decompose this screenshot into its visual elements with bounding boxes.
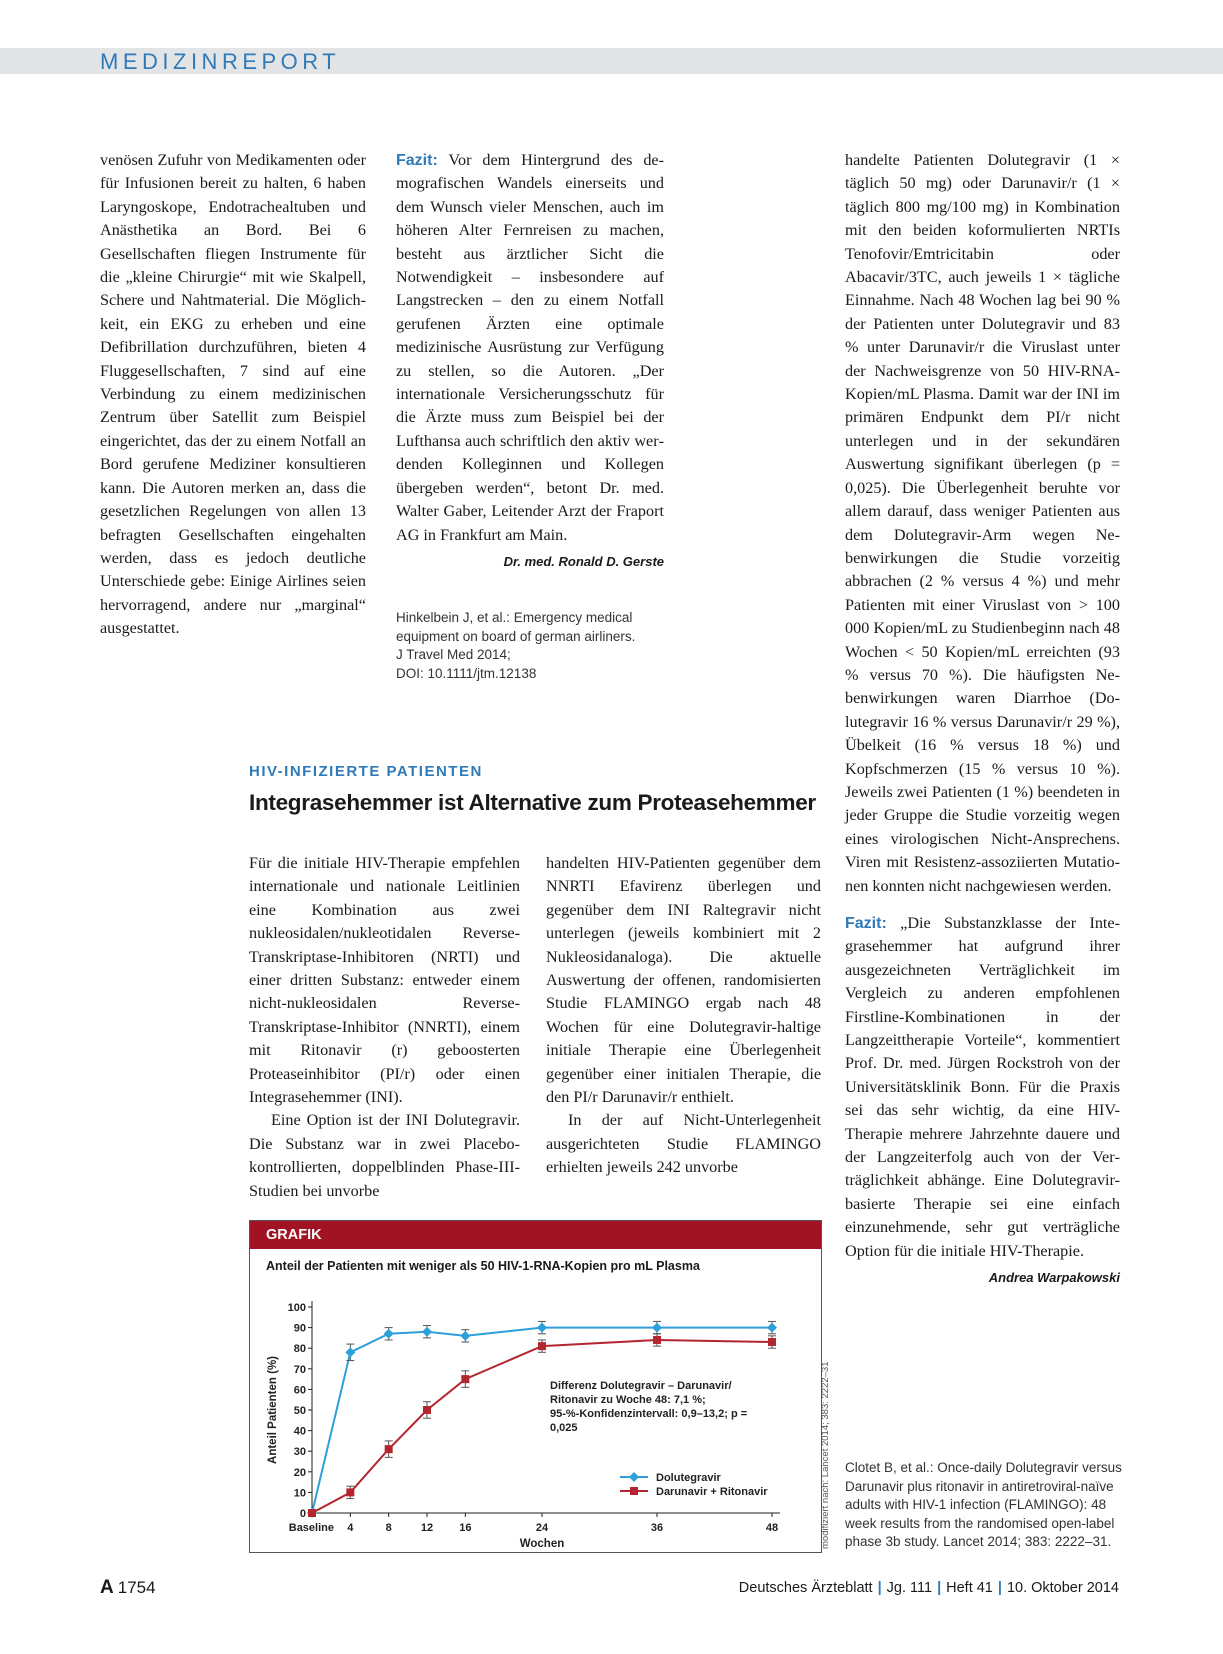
reference-line: DOI: 10.1111/jtm.12138 xyxy=(396,665,537,681)
reference-line: adults with HIV-1 infection (FLAMINGO): 48 xyxy=(845,1497,1107,1512)
data-point-dolutegravir xyxy=(767,1323,777,1333)
paragraph: handelte Patienten Dolutegravir (1 × täglich 50 mg) oder Darunavir/r (1 × täglich 800 mg/100 mg) in Kombination mit den beiden koformulierten NRTIs Tenofovir/Emtricitabin oder Abacavir/3TC, auch jeweils 1 × tägliche Einnahme. Nach 48 Wochen lag bei 90 % der Patienten unter Dolutegravir und 83 % unter Darunavir/r die Viruslast unter der Nachweisgrenze von 50 HIV-RNA-Kopien/mL Plasma. Damit war der INI im primären Endpunkt dem PI/r nicht unterlegen und in der sekundären Auswertung signifikant überlegen (p = 0,025). Die Überlegenheit beruhte vor allem darauf, dass weniger Patienten aus dem Dolutegravir-Arm wegen Nebenwirkungen die Studie vorzeitig abbrachen (2 % versus 4 %) und mehr Patienten mit einer Viruslast von > 100 000 Kopien/mL zu Studienbeginn nach 48 Wochen < 50 Kopien/mL erreichten (93 % versus 70 %). Die häufigsten Nebenwirkungen waren Diarrhoe (Dolutegravir 16 % versus Darunavir/r 29 %), Übelkeit (16 % versus 18 %) und Kopfschmerzen (15 % versus 10 %). Jeweils zwei Patienten (1 %) beendeten in jeder Gruppe die Studie vorzeitig wegen eines virologischen Nicht-Ansprechens. Viren mit Resistenz-assoziierten Mutationen konnten nicht nachgewiesen werden. xyxy=(845,151,1120,895)
reference-line: week results from the randomised open-label xyxy=(845,1515,1115,1531)
x-tick-label: 12 xyxy=(420,1522,434,1534)
data-point-darunavir xyxy=(423,1406,431,1414)
y-tick-label: 30 xyxy=(293,1446,306,1459)
article-2-column-a xyxy=(249,852,520,1203)
page-number xyxy=(100,1577,156,1599)
author-signature: Dr. med. Ronald D. Gerste xyxy=(503,553,664,569)
y-tick-label: 20 xyxy=(293,1466,306,1479)
section-label: MEDIZINREPORT xyxy=(100,49,341,74)
reference-1 xyxy=(396,609,666,683)
column-2-text: Vor dem Hintergrund des demografischen Wandels einerseits und dem Wunsch vieler Menschen, auch im höheren Alter Fernreisen zu machen, besteht aus ärztlicher Sicht die Notwendigkeit – insbesondere auf Langstrecken – den zu einem Notfall gerufenen Ärzten eine optimale medizinische Ausrüstung zur Verfügung zu stellen, so die Autoren. „Der internationale Versicherungsschutz für die Ärzte muss zum Beispiel bei der Lufthansa auch schriftlich den aktiv werdenden Kolleginnen und Kollegen übergeben werden“, betont Dr. med. Walter Gaber, Leitender Arzt der Fraport AG in Frankfurt am Main. xyxy=(396,151,664,544)
journal-issue: Heft 41 xyxy=(946,1580,993,1596)
reference-line: Hinkelbein J, et al.: Emergency medical xyxy=(396,610,633,625)
column-1 xyxy=(100,149,366,641)
data-point-darunavir xyxy=(653,1336,661,1344)
fazit-label: Fazit: xyxy=(396,152,438,169)
grafik-label: GRAFIK xyxy=(250,1221,821,1249)
data-point-darunavir xyxy=(346,1488,354,1496)
x-tick-label: 8 xyxy=(385,1522,392,1534)
y-axis-label: Anteil Patienten (%) xyxy=(267,1356,279,1464)
grafik-box xyxy=(249,1220,822,1553)
reference-line: phase 3b study. Lancet 2014; 383: 2222–31. xyxy=(845,1534,1112,1549)
legend-marker xyxy=(629,1472,639,1482)
x-tick-label: 36 xyxy=(650,1522,664,1534)
reference-line: Clotet B, et al.: Once-daily Dolutegravir versus xyxy=(845,1460,1122,1475)
chart-annotation: Differenz Dolutegravir – Darunavir/ xyxy=(550,1380,732,1392)
column-2-top xyxy=(396,149,664,573)
y-tick-label: 70 xyxy=(293,1363,306,1376)
separator: | xyxy=(937,1580,942,1596)
data-point-dolutegravir xyxy=(384,1329,394,1339)
paragraph: Eine Option ist der INI Dolutegravir. Die Substanz war in zwei Placebo-kontrollierten, doppelblinden Phase-III-Studien bei unvorbe xyxy=(249,1111,520,1200)
fazit-label: Fazit: xyxy=(845,915,887,932)
y-tick-label: 60 xyxy=(293,1384,306,1397)
data-point-dolutegravir xyxy=(652,1323,662,1333)
y-tick-label: 40 xyxy=(293,1425,306,1438)
chart-annotation: 0,025 xyxy=(550,1422,578,1434)
y-tick-label: 50 xyxy=(293,1405,306,1417)
separator: | xyxy=(997,1580,1002,1596)
data-point-dolutegravir xyxy=(460,1331,470,1341)
y-tick-label: 10 xyxy=(293,1487,306,1500)
data-point-darunavir xyxy=(768,1338,776,1346)
article-2-column-b xyxy=(546,852,821,1180)
legend-marker xyxy=(630,1487,638,1495)
y-tick-label: 80 xyxy=(293,1343,306,1356)
reference-line: equipment on board of german airliners. xyxy=(396,628,636,644)
paragraph: Für die initiale HIV-Therapie empfehlen internationale und nationale Leitlinien eine Kombination aus zwei nukleosidalen/nukleotidalen Reverse-Transkriptase-Inhibitoren (NRTI) und einer dritten Substanz: entweder einem nicht-nukleosidalen Reverse-Transkriptase-Inhibitor (NNRTI), einem mit Ritonavir (r) geboosterten Proteaseinhibitor (PI/r) oder einen Integrasehemmer (INI). xyxy=(249,854,520,1107)
x-tick-label: Baseline xyxy=(288,1522,334,1534)
data-point-darunavir xyxy=(385,1445,393,1453)
reference-line: Darunavir plus ritonavir in antiretroviral-naïve xyxy=(845,1478,1114,1494)
data-point-darunavir xyxy=(538,1342,546,1350)
chart-annotation: 95-%-Konfidenzintervall: 0,9–13,2; p = xyxy=(550,1408,748,1420)
chart-title: Anteil der Patienten mit weniger als 50 HIV-1-RNA-Kopien pro mL Plasma xyxy=(266,1259,700,1273)
journal-date: 10. Oktober 2014 xyxy=(1006,1580,1119,1596)
y-tick-label: 100 xyxy=(287,1302,306,1314)
y-tick-label: 0 xyxy=(299,1508,306,1520)
journal-info xyxy=(739,1580,1119,1596)
y-tick-label: 90 xyxy=(293,1322,306,1335)
reference-line: J Travel Med 2014; xyxy=(396,647,511,662)
x-tick-label: 48 xyxy=(765,1522,779,1534)
column-1-text: venösen Zufuhr von Medikamenten oder für Infusionen bereit zu halten, 6 haben Laryngoskope, Endotrachealtuben und Anästhetika an Bord. Bei 6 Gesellschaften fliegen Instrumente für die „kleine Chirurgie“ mit wie Skalpell, Schere und Nahtmaterial. Die Möglichkeit, ein EKG zu erheben und eine Defibrillation durchzuführen, bieten 4 Fluggesellschaften, 7 sind auf eine Verbindung zu einem medizinischen Zentrum über Satellit zum Beispiel eingerichtet, das der zu einem Notfall an Bord gerufene Mediziner konsultieren kann. Die Autoren merken an, dass die gesetzlichen Regelungen von allen 13 befragten Gesellschaften eingehalten werden, dass es jedoch deutliche Unterschiede gebe: Einige Airlines seien hervorragend, andere nur „marginal“ ausgestattet. xyxy=(100,151,366,638)
x-axis-label: Wochen xyxy=(519,1538,565,1549)
paragraph: handelten HIV-Patienten gegenüber dem NNRTI Efavirenz überlegen und gegenüber dem INI Raltegravir nicht unterlegen (jeweils kombiniert mit 2 Nukleosidanaloga). Die aktuelle Auswertung der offenen, randomisierten Studie FLAMINGO ergab nach 48 Wochen für eine Dolutegravir-haltige initiale Therapie eine Überlegenheit gegenüber einer initialen Therapie, die den PI/r Darunavir/r enthielt. xyxy=(546,854,821,1107)
page-prefix: A xyxy=(100,1577,114,1598)
article-headline: Integrasehemmer ist Alternative zum Proteasehemmer xyxy=(249,790,816,815)
fazit-text: „Die Substanzklasse der Integrasehemmer hat aufgrund ihrer ausgezeichneten Verträglichkeit im Vergleich zu anderen empfohlenen Firstline-Kombinationen in der Langzeittherapie Vorteile“, kommentiert Prof. Dr. med. Jürgen Rockstroh von der Universitätsklinik Bonn. Für die Praxis sei das sehr wichtig, da eine HIV-Therapie mehrere Jahrzehnte dauere und der Langzeiterfolg auch von der Verträglichkeit abhänge. Eine Dolutegravir-basierte Therapie sei eine einfach einzunehmende, sehr gut verträgliche Option für die initiale HIV-Therapie. xyxy=(845,914,1120,1260)
x-tick-label: 16 xyxy=(459,1522,472,1534)
separator: | xyxy=(877,1580,882,1596)
author-signature: Andrea Warpakowski xyxy=(988,1270,1120,1286)
article-2-column-c xyxy=(845,149,1120,1290)
data-point-darunavir xyxy=(461,1375,469,1383)
paragraph: In der auf Nicht-Unterlegenheit ausgerichteten Studie FLAMINGO erhielten jeweils 242 unvorbe xyxy=(546,1111,821,1177)
journal-name: Deutsches Ärzteblatt xyxy=(738,1580,873,1596)
data-point-darunavir xyxy=(308,1509,316,1517)
line-chart xyxy=(250,1281,821,1549)
reference-2 xyxy=(845,1459,1130,1552)
legend-label: Dolutegravir xyxy=(656,1472,721,1484)
chart-annotation: Ritonavir zu Woche 48: 7,1 %; xyxy=(550,1394,706,1406)
x-tick-label: 4 xyxy=(347,1522,354,1534)
page-number-value: 1754 xyxy=(117,1578,156,1597)
data-point-dolutegravir xyxy=(345,1347,355,1357)
legend-label: Darunavir + Ritonavir xyxy=(656,1486,768,1498)
data-point-dolutegravir xyxy=(422,1327,432,1337)
data-point-dolutegravir xyxy=(537,1323,547,1333)
article-kicker: HIV-INFIZIERTE PATIENTEN xyxy=(249,763,483,780)
journal-volume: Jg. 111 xyxy=(886,1580,933,1596)
x-tick-label: 24 xyxy=(535,1522,549,1534)
source-note: modifiziert nach: Lancet 2014; 383: 2222–31 xyxy=(820,1361,831,1549)
